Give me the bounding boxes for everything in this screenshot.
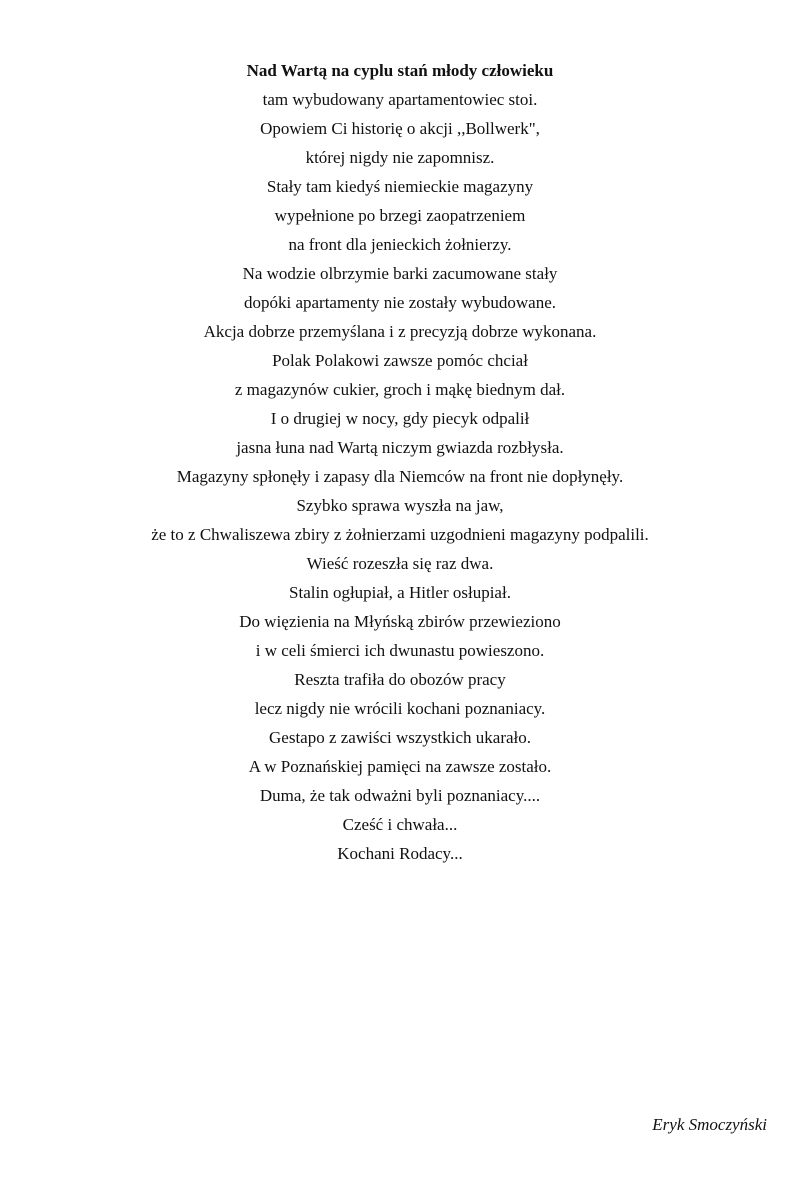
poem-line: z magazynów cukier, groch i mąkę biednym dał.	[234, 380, 566, 399]
poem-line: że to z Chwaliszewa zbiry z żołnierzami uzgodnieni magazyny podpalili.	[151, 525, 649, 544]
poem-line: Opowiem Ci historię o akcji ,,Bollwerk",	[260, 119, 540, 138]
poem-line: Polak Polakowi zawsze pomóc chciał	[272, 351, 528, 370]
poem-line: wypełnione po brzegi zaopatrzeniem	[274, 206, 526, 225]
poem-line: A w Poznańskiej pamięci na zawsze zostało.	[248, 757, 552, 776]
poem-line: tam wybudowany apartamentowiec stoi.	[262, 90, 538, 109]
poem-line: Stalin ogłupiał, a Hitler osłupiał.	[289, 583, 511, 602]
poem-line: na front dla jenieckich żołnierzy.	[288, 235, 512, 254]
poem	[0, 56, 800, 868]
poem-line: Akcja dobrze przemyślana i z precyzją dobrze wykonana.	[203, 322, 597, 341]
poem-line: Stały tam kiedyś niemieckie magazyny	[266, 177, 534, 196]
poem-line: Do więzienia na Młyńską zbirów przewieziono	[239, 612, 561, 631]
poem-author: Eryk Smoczyński	[652, 1115, 767, 1134]
poem-line: której nigdy nie zapomnisz.	[305, 148, 495, 167]
poem-line: dopóki apartamenty nie zostały wybudowane.	[243, 293, 557, 312]
poem-line: Cześć i chwała...	[342, 815, 458, 834]
poem-line: Reszta trafiła do obozów pracy	[294, 670, 506, 689]
poem-line: Szybko sprawa wyszła na jaw,	[296, 496, 504, 515]
poem-line: jasna łuna nad Wartą niczym gwiazda rozbłysła.	[236, 438, 564, 457]
poem-line: Wieść rozeszła się raz dwa.	[306, 554, 494, 573]
poem-line: I o drugiej w nocy, gdy piecyk odpalił	[270, 409, 530, 428]
poem-line: lecz nigdy nie wrócili kochani poznaniacy.	[254, 699, 546, 718]
poem-title: Nad Wartą na cyplu stań młody człowieku	[246, 61, 554, 80]
poem-line: Gestapo z zawiści wszystkich ukarało.	[269, 728, 531, 747]
poem-line: Na wodzie olbrzymie barki zacumowane stały	[242, 264, 558, 283]
poem-line: Magazyny spłonęły i zapasy dla Niemców na front nie dopłynęły.	[176, 467, 624, 486]
poem-line: Kochani Rodacy...	[337, 844, 463, 863]
poem-line: Duma, że tak odważni byli poznaniacy....	[259, 786, 541, 805]
poem-line: i w celi śmierci ich dwunastu powieszono.	[255, 641, 545, 660]
